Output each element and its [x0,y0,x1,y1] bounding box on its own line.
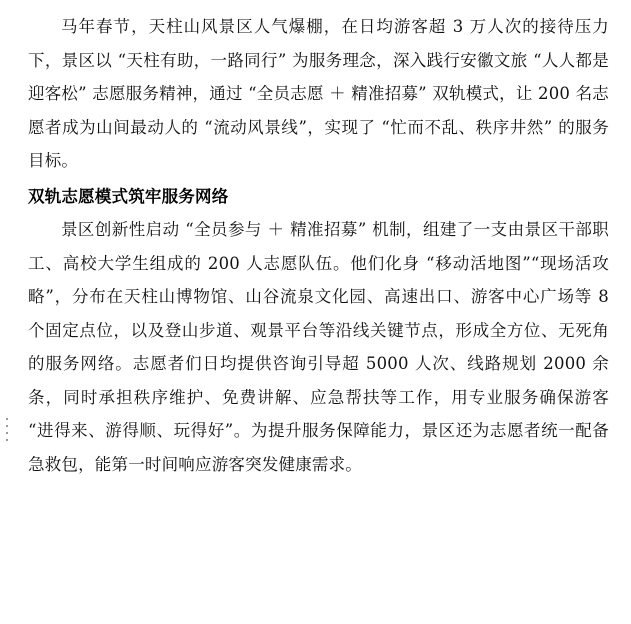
margin-dot [6,432,8,434]
paragraph-intro: 马年春节，天柱山风景区人气爆棚，在日均游客超 3 万人次的接待压力下，景区以 “天柱有助，一路同行” 为服务理念，深入践行安徽文旅 “人人都是迎客松” 志愿服务精神，通过 “全员志愿 ＋ 精准招募” 双轨模式，让 200 名志愿者成为山间最动人的 “流动风景线”，实现了 “忙而不乱、秩序井然” 的服务目标。 [28,17,609,170]
margin-dot-marks [6,418,10,450]
margin-dot [6,425,8,427]
paragraph-service-network: 景区创新性启动 “全员参与 ＋ 精准招募” 机制，组建了一支由景区干部职工、高校大学生组成的 200 人志愿队伍。他们化身 “移动活地图”“现场活攻略”，分布在天柱山博物馆、山谷流泉文化园、高速出口、游客中心广场等 8 个固定点位，以及登山步道、观景平台等沿线关键节点，形成全方位、无死角的服务网络。志愿者们日均提供咨询引导超 5000 人次、线路规划 2000 余条，同时承担秩序维护、免费讲解、应急帮扶等工作，用专业服务确保游客 “进得来、游得顺、玩得好”。为提升服务保障能力，景区还为志愿者统一配备急救包，能第一时间响应游客突发健康需求。 [28,220,609,474]
section-heading-dual-track: 双轨志愿模式筑牢服务网络 [28,186,229,206]
margin-dot [6,418,8,420]
margin-dot [6,439,8,441]
document-body [28,10,609,481]
